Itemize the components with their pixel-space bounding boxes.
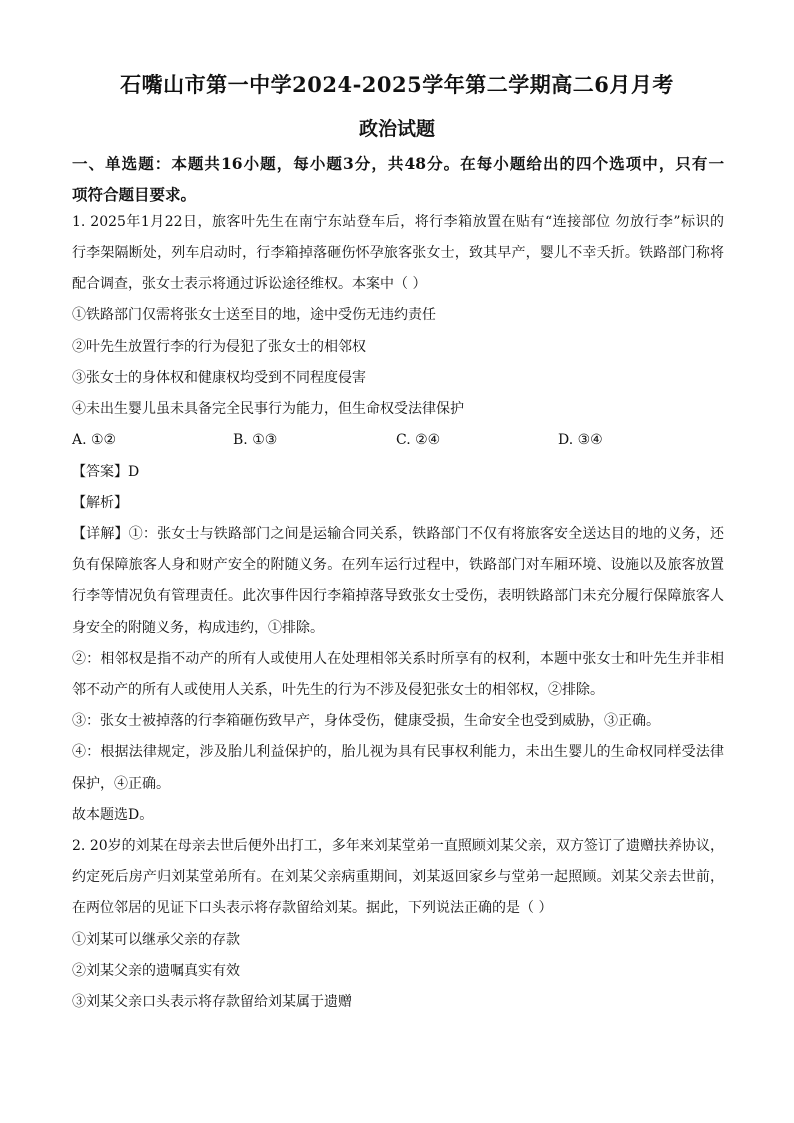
q1-detail-line-7: ③：张女士被掉落的行李箱砸伤致早产，身体受伤，健康受损，生命安全也受到威胁，③正确。 (72, 713, 660, 729)
q1-statement-2: ②叶先生放置行李的行为侵犯了张女士的相邻权 (72, 339, 366, 355)
q1-stem-line-1: 1. 2025年1月22日，旅客叶先生在南宁东站登车后，将行李箱放置在贴有“连接部位 勿放行李”标识的 (72, 214, 724, 230)
q1-conclusion: 故本题选D。 (72, 807, 154, 823)
q1-detail-line-3: 行李等情况负有管理责任。此次事件因行李箱掉落导致张女士受伤，表明铁路部门未充分履行保障旅客人 (72, 588, 724, 604)
section-heading-line-1: 一、单选题：本题共16小题，每小题3分，共48分。在每小题给出的四个选项中，只有一 (72, 154, 724, 173)
answer-value: D (128, 464, 140, 480)
q1-statement-3: ③张女士的身体权和健康权均受到不同程度侵害 (72, 370, 366, 386)
q1-analysis-label: 【解析】 (72, 495, 128, 511)
q1-detail-line-2: 负有保障旅客人身和财产安全的附随义务。在列车运行过程中，铁路部门对车厢环境、设施以及旅客放置 (72, 557, 724, 573)
q1-statement-1: ①铁路部门仅需将张女士送至目的地，途中受伤无违约责任 (72, 307, 436, 323)
q1-option-a: A. ①② (72, 432, 117, 448)
q1-detail-line-5: ②：相邻权是指不动产的所有人或使用人在处理相邻关系时所享有的权利，本题中张女士和叶先生并非相 (72, 651, 724, 667)
q1-detail-line-1: 【详解】①：张女士与铁路部门之间是运输合同关系，铁路部门不仅有将旅客安全送达目的地的义务，还 (72, 526, 724, 542)
q2-statement-3: ③刘某父亲口头表示将存款留给刘某属于遗赠 (72, 994, 352, 1010)
q1-detail-line-8: ④：根据法律规定，涉及胎儿利益保护的，胎儿视为具有民事权利能力，未出生婴儿的生命权同样受法律 (72, 744, 724, 760)
q2-stem-line-3: 在两位邻居的见证下口头表示将存款留给刘某。据此，下列说法正确的是（ ） (72, 900, 553, 916)
q1-detail-line-9: 保护，④正确。 (72, 776, 170, 792)
exam-title: 石嘴山市第一中学2024-2025学年第二学期高二6月月考 (120, 72, 674, 97)
q1-option-b: B. ①③ (233, 432, 278, 448)
q1-option-c: C. ②④ (396, 432, 441, 448)
section-heading-line-2: 项符合题目要求。 (72, 185, 197, 204)
q1-detail-line-6: 邻不动产的所有人或使用人关系，叶先生的行为不涉及侵犯张女士的相邻权，②排除。 (72, 682, 604, 698)
q1-answer (72, 462, 724, 482)
answer-label: 【答案】 (72, 464, 128, 480)
q2-stem-line-2: 约定死后房产归刘某堂弟所有。在刘某父亲病重期间，刘某返回家乡与堂弟一起照顾。刘某父亲去世前， (72, 869, 724, 885)
q2-stem-line-1: 2. 20岁的刘某在母亲去世后便外出打工，多年来刘某堂弟一直照顾刘某父亲，双方签订了遗赠扶养协议， (72, 838, 724, 854)
q1-stem-line-3: 配合调查，张女士表示将通过诉讼途径维权。本案中（ ） (72, 276, 427, 292)
q2-statement-1: ①刘某可以继承父亲的存款 (72, 932, 240, 948)
q1-option-d: D. ③④ (558, 432, 603, 448)
q1-detail-line-4: 身安全的附随义务，构成违约，①排除。 (72, 620, 324, 636)
q2-statement-2: ②刘某父亲的遗嘱真实有效 (72, 963, 240, 979)
section-heading (72, 148, 724, 210)
exam-subtitle: 政治试题 (358, 118, 435, 140)
q1-statement-4: ④未出生婴儿虽未具备完全民事行为能力，但生命权受法律保护 (72, 401, 464, 417)
q1-stem-line-2: 行李架隔断处，列车启动时，行李箱掉落砸伤怀孕旅客张女士，致其早产，婴儿不幸夭折。铁路部门称将 (72, 245, 724, 261)
